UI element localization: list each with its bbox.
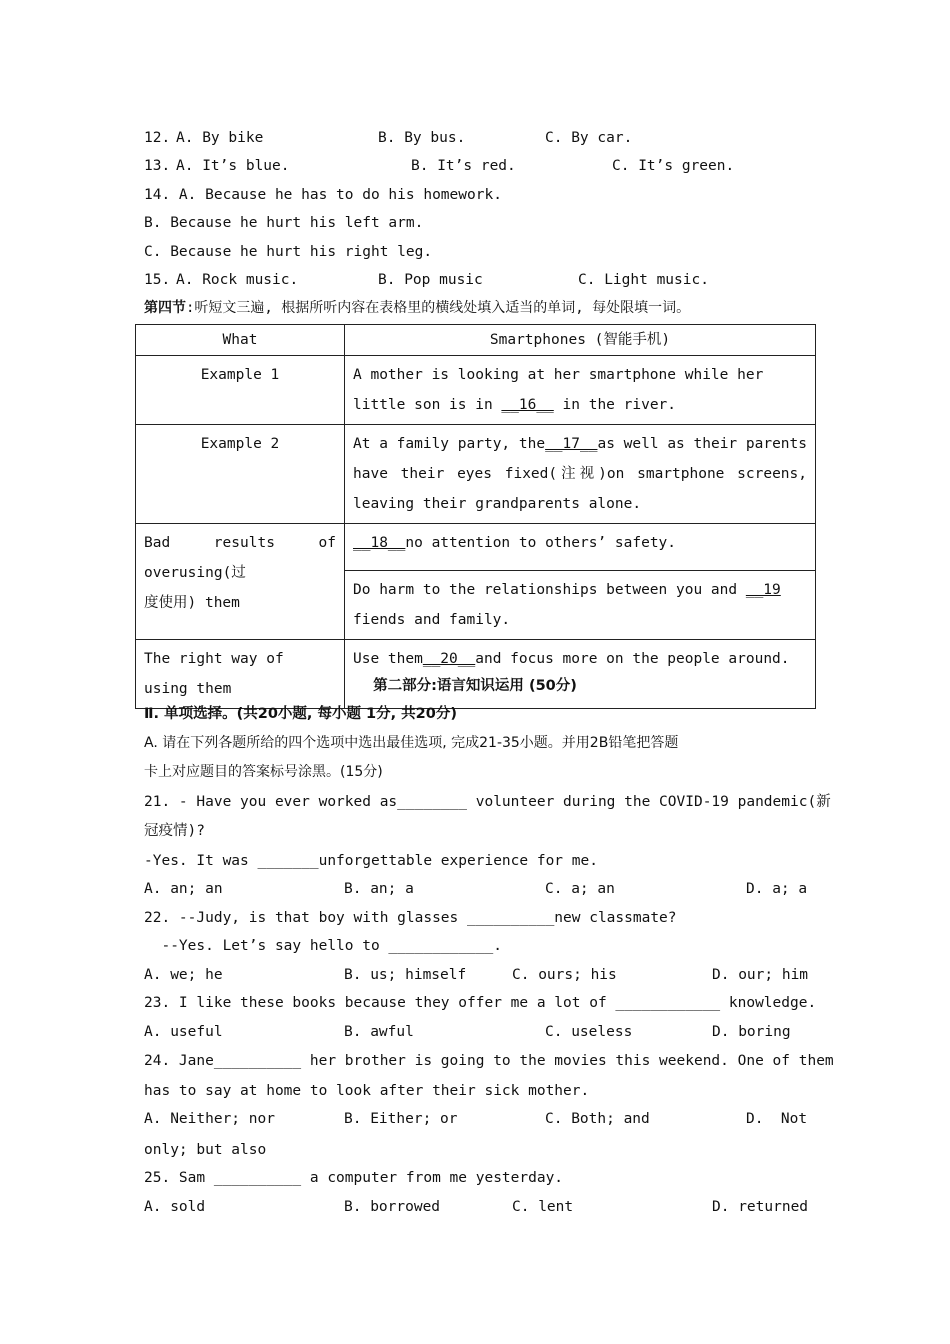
q21-option-a: A. an; an bbox=[144, 881, 223, 897]
q24-line2: has to say at home to look after their sick mother. bbox=[144, 1083, 590, 1099]
instruction-line2: 卡上对应题目的答案标号涂黑。(15分) bbox=[144, 764, 383, 780]
blank-16: __16__ bbox=[501, 397, 554, 413]
right-way-post: and focus more on the people around. bbox=[475, 651, 790, 667]
q21-line3: -Yes. It was _______unforgettable experience for me. bbox=[144, 853, 598, 869]
q22-option-d: D. our; him bbox=[712, 967, 809, 983]
q13-option-b: B. It’s red. bbox=[411, 158, 516, 174]
q22-line2: --Yes. Let’s say hello to ____________. bbox=[144, 938, 502, 954]
example1-text bbox=[345, 356, 816, 425]
right-way-pre: Use them bbox=[353, 651, 423, 667]
q25-option-a: A. sold bbox=[144, 1199, 206, 1215]
q25-option-b: B. borrowed bbox=[344, 1199, 441, 1215]
table-row bbox=[136, 524, 816, 571]
q24-option-d: D. Not bbox=[746, 1111, 808, 1127]
header-smartphones: Smartphones (智能手机) bbox=[345, 325, 816, 356]
bad-result-2-post: fiends and family. bbox=[353, 612, 511, 628]
instruction-line1: A. 请在下列各题所给的四个选项中选出最佳选项, 完成21-35小题。并用2B铅笔把答题 bbox=[144, 735, 679, 751]
q25-option-d: D. returned bbox=[712, 1199, 809, 1215]
bad-result-2-pre: Do harm to the relationships between you and bbox=[353, 582, 746, 598]
q21-option-d: D. a; a bbox=[746, 881, 808, 897]
example2-text bbox=[345, 425, 816, 524]
section-ii-heading: Ⅱ. 单项选择。(共20小题, 每小题 1分, 共20分) bbox=[144, 706, 457, 722]
q25-line1: 25. Sam __________ a computer from me yesterday. bbox=[144, 1170, 564, 1186]
q12-option-c: C. By car. bbox=[545, 130, 633, 146]
q15-option-c: C. Light music. bbox=[578, 272, 709, 288]
blank-18: __18__ bbox=[353, 535, 406, 551]
q23-option-a: A. useful bbox=[144, 1024, 223, 1040]
q15-option-b: B. Pop music bbox=[378, 272, 483, 288]
q21-line2: 冠疫情)? bbox=[144, 823, 205, 839]
bad-results-line1: Bad results of bbox=[144, 535, 336, 551]
q23-option-c: C. useless bbox=[545, 1024, 633, 1040]
q14-line2: B. Because he hurt his left arm. bbox=[144, 215, 424, 231]
q23-option-d: D. boring bbox=[712, 1024, 791, 1040]
table-header-row bbox=[136, 325, 816, 356]
example1-pre: A mother is looking at her smartphone while her little son is in bbox=[353, 367, 764, 413]
section4-heading bbox=[144, 298, 690, 318]
bad-results-line3: 度使用) them bbox=[144, 595, 240, 611]
q24-option-c: C. Both; and bbox=[545, 1111, 650, 1127]
right-way-label: The right way of using them bbox=[136, 640, 345, 709]
q22-line1: 22. --Judy, is that boy with glasses __________new classmate? bbox=[144, 910, 677, 926]
section4-title: 第四节 bbox=[144, 300, 186, 316]
q21-line1: 21. - Have you ever worked as________ volunteer during the COVID-19 pandemic(新 bbox=[144, 794, 831, 810]
q14-line1: 14. A. Because he has to do his homework. bbox=[144, 187, 502, 203]
q13-number: 13. bbox=[144, 158, 171, 174]
q21-option-b: B. an; a bbox=[344, 881, 414, 897]
q15-option-a: A. Rock music. bbox=[176, 272, 299, 288]
right-way-text bbox=[345, 640, 816, 709]
q22-option-b: B. us; himself bbox=[344, 967, 467, 983]
q24-option-a: A. Neither; nor bbox=[144, 1111, 275, 1127]
q15-number: 15. bbox=[144, 272, 171, 288]
q24-option-b: B. Either; or bbox=[344, 1111, 458, 1127]
q21-option-c: C. a; an bbox=[545, 881, 615, 897]
table-row bbox=[136, 640, 816, 709]
example2-pre: At a family party, the bbox=[353, 436, 546, 452]
q14-line3: C. Because he hurt his right leg. bbox=[144, 244, 433, 260]
blank-19: __19 bbox=[745, 582, 781, 598]
blank-17: __17__ bbox=[545, 436, 598, 452]
bad-result-1 bbox=[345, 524, 816, 571]
q12-number: 12. bbox=[144, 130, 171, 146]
table-row bbox=[136, 425, 816, 524]
blank-20: __20__ bbox=[422, 651, 476, 667]
q24-line3: only; but also bbox=[144, 1142, 267, 1158]
part2-title: 第二部分:语言知识运用 (50分) bbox=[373, 678, 577, 694]
bad-results-line2: overusing(过 bbox=[144, 565, 246, 581]
q23-option-b: B. awful bbox=[344, 1024, 414, 1040]
bad-result-1-text: no attention to others’ safety. bbox=[405, 535, 677, 551]
q12-option-a: A. By bike bbox=[176, 130, 264, 146]
q24-line1: 24. Jane__________ her brother is going to the movies this weekend. One of them bbox=[144, 1053, 834, 1069]
section4-instruction: :听短文三遍, 根据所听内容在表格里的横线处填入适当的单词, 每处限填一词。 bbox=[186, 300, 691, 316]
example1-post: in the river. bbox=[553, 397, 677, 413]
header-what: What bbox=[136, 325, 345, 356]
example2-label: Example 2 bbox=[136, 425, 345, 524]
q22-option-a: A. we; he bbox=[144, 967, 223, 983]
q25-option-c: C. lent bbox=[512, 1199, 574, 1215]
example2-post: as well as their parents have their eyes fixed(注视)on smartphone screens, leaving their grandparents alone. bbox=[353, 436, 807, 512]
q23-line1: 23. I like these books because they offer me a lot of ____________ knowledge. bbox=[144, 995, 817, 1011]
table-row bbox=[136, 356, 816, 425]
q13-option-a: A. It’s blue. bbox=[176, 158, 290, 174]
smartphone-table bbox=[135, 324, 816, 709]
example1-label: Example 1 bbox=[136, 356, 345, 425]
q12-option-b: B. By bus. bbox=[378, 130, 466, 146]
q13-option-c: C. It’s green. bbox=[612, 158, 735, 174]
q22-option-c: C. ours; his bbox=[512, 967, 617, 983]
bad-results-label bbox=[136, 524, 345, 640]
bad-result-2 bbox=[345, 571, 816, 640]
